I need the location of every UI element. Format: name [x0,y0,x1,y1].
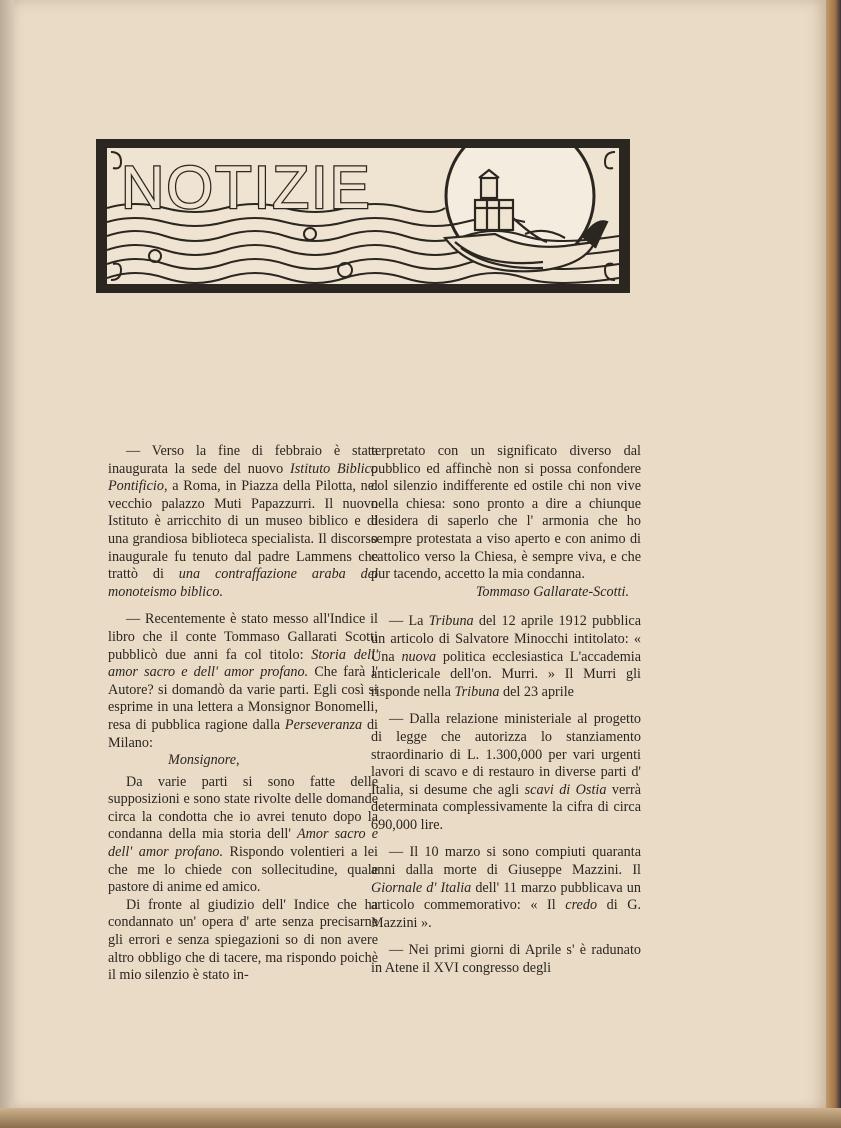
news-item-mazzini: — Il 10 marzo si sono compiuti quaranta anni dalla morte di Giuseppe Mazzini. Il Giornale d' Italia dell' 11 marzo pubblicava un articolo commemorativo: « Il credo di G. Mazzini ». [371,844,641,931]
header-title: NOTIZIE [121,154,372,221]
letter-signature: Tommaso Gallarate-Scotti. [475,583,629,600]
letter-salutation: Monsignore, [168,752,240,769]
news-item-scavi: — Dalla relazione ministeriale al progetto di legge che autorizza lo stanziamento straordinario di L. 1.300,000 per vari urgenti lavori di scavo e di restauro in diverse parti d' Italia, si desume che agli scavi di Ostia verrà determinata complessivamente la cifra di circa 690,000 lire. [371,711,641,833]
news-item-congresso: — Nei primi giorni di Aprile s' è radunato in Atene il XVI congresso degli [371,942,641,977]
letter-paragraph-2: Di fronte al giudizio dell' Indice che ha condannato un' opera d' arte senza precisarne gli errori e senza spiegazioni so di non avere altro obbligo che di tacere, ma rispondo poichè il mio silenzio è stato in- [108,896,378,984]
news-item-istituto-biblico: — Verso la fine di febbraio è stata inaugurata la sede del nuovo Istituto Biblico Pontificio, a Roma, in Piazza della Pilotta, nel vecchio palazzo Muti Papazzurri. Il nuovo Istituto è arricchito di un museo biblico e di una grandiosa biblioteca specialista. Il discorso inaugurale fu tenuto dal padre Lammens che trattò di una contraffazione araba del monoteismo biblico. [108,443,378,600]
news-item-indice: — Recentemente è stato messo all'Indice il libro che il conte Tommaso Gallarati Scotti pubblicò due anni fa col titolo: Storia dell' amor sacro e dell' amor profano. Che farà l' Autore? si domandò da varie parti. Egli così si esprime in una lettera a Monsignor Bonomelli, resa di pubblica ragione dalla Perseveranza di Milano: [108,611,379,751]
right-column [371,443,641,988]
letter-paragraph-1: Da varie parti si sono fatte delle supposizioni e sono state rivolte delle domande circa la condotta che io avrei tenuto dopo la condanna della mia storia dell' Amor sacro e dell' amor profano. Rispondo volentieri a lei che me lo chiede con sollecitudine, quale pastore di anime ed amico. [108,773,378,896]
notizie-header-banner [95,138,631,294]
news-item-tribuna: — La Tribuna del 12 aprile 1912 pubblica un articolo di Salvatore Minocchi intitolato: « Una nuova politica ecclesiastica L'accademia anticlericale dell'on. Murri. » Il Murri gli risponde nella Tribuna del 23 aprile [371,613,642,700]
page-bottom-edge [0,1108,841,1128]
page-left-edge [0,0,14,1128]
left-column [108,443,378,995]
page-right-edge [826,0,841,1128]
letter-continuation: terpretato con un significato diverso dal pubblico ed affinchè non si possa confondere col silenzio indifferente ed ostile chi non vive nella chiesa: sono pronto a dire a chiunque desidera di saperlo che l' armonia che ho sempre protestata a viso aperto e con animo di cattolico verso la Chiesa, è sempre viva, e che pur tacendo, accetto la mia condanna. [371,443,641,583]
